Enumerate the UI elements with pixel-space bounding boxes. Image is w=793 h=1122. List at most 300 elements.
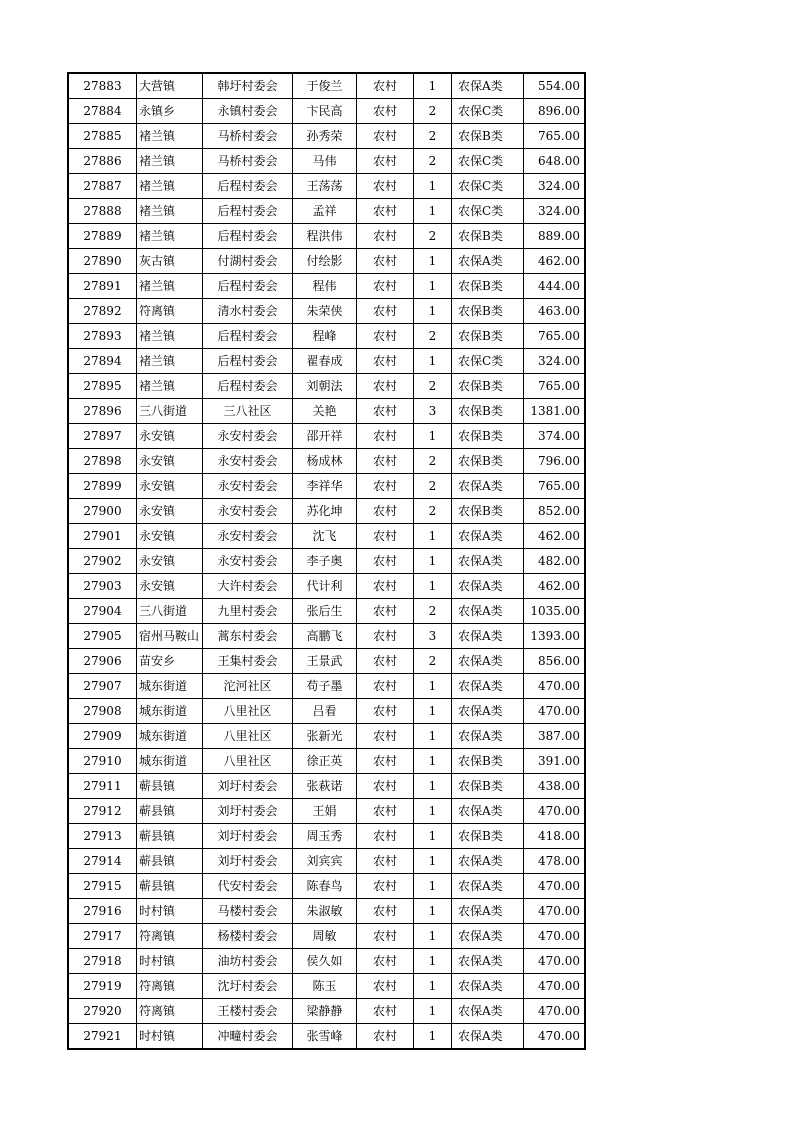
area-type-cell: 农村 bbox=[357, 774, 414, 799]
area-type-cell: 农村 bbox=[357, 649, 414, 674]
insurance-class-cell: 农保A类 bbox=[452, 524, 524, 549]
record-id-cell: 27892 bbox=[68, 299, 137, 324]
area-type-cell: 农村 bbox=[357, 799, 414, 824]
table-row bbox=[68, 774, 585, 799]
town-cell: 永安镇 bbox=[137, 549, 203, 574]
record-id-cell: 27909 bbox=[68, 724, 137, 749]
area-type-cell: 农村 bbox=[357, 974, 414, 999]
area-type-cell: 农村 bbox=[357, 849, 414, 874]
record-id-cell: 27884 bbox=[68, 99, 137, 124]
person-name-cell: 杨成林 bbox=[293, 449, 357, 474]
area-type-cell: 农村 bbox=[357, 224, 414, 249]
person-name-cell: 程峰 bbox=[293, 324, 357, 349]
person-name-cell: 陈春鸟 bbox=[293, 874, 357, 899]
amount-cell: 470.00 bbox=[524, 974, 586, 999]
household-count-cell: 3 bbox=[414, 624, 452, 649]
household-count-cell: 1 bbox=[414, 974, 452, 999]
insurance-class-cell: 农保A类 bbox=[452, 599, 524, 624]
insurance-class-cell: 农保A类 bbox=[452, 73, 524, 99]
village-cell: 清水村委会 bbox=[203, 299, 293, 324]
amount-cell: 387.00 bbox=[524, 724, 586, 749]
person-name-cell: 马伟 bbox=[293, 149, 357, 174]
amount-cell: 765.00 bbox=[524, 124, 586, 149]
table-row bbox=[68, 324, 585, 349]
household-count-cell: 1 bbox=[414, 749, 452, 774]
village-cell: 永镇村委会 bbox=[203, 99, 293, 124]
town-cell: 永安镇 bbox=[137, 449, 203, 474]
table-row bbox=[68, 949, 585, 974]
village-cell: 马桥村委会 bbox=[203, 124, 293, 149]
insurance-class-cell: 农保A类 bbox=[452, 799, 524, 824]
record-id-cell: 27917 bbox=[68, 924, 137, 949]
town-cell: 蕲县镇 bbox=[137, 824, 203, 849]
village-cell: 永安村委会 bbox=[203, 474, 293, 499]
household-count-cell: 1 bbox=[414, 524, 452, 549]
village-cell: 沱河社区 bbox=[203, 674, 293, 699]
town-cell: 三八街道 bbox=[137, 399, 203, 424]
record-id-cell: 27916 bbox=[68, 899, 137, 924]
area-type-cell: 农村 bbox=[357, 999, 414, 1024]
person-name-cell: 翟春成 bbox=[293, 349, 357, 374]
area-type-cell: 农村 bbox=[357, 1024, 414, 1050]
area-type-cell: 农村 bbox=[357, 624, 414, 649]
insurance-class-cell: 农保A类 bbox=[452, 624, 524, 649]
table-row bbox=[68, 474, 585, 499]
record-id-cell: 27900 bbox=[68, 499, 137, 524]
amount-cell: 470.00 bbox=[524, 999, 586, 1024]
person-name-cell: 高鹏飞 bbox=[293, 624, 357, 649]
table-row bbox=[68, 824, 585, 849]
insurance-class-cell: 农保C类 bbox=[452, 199, 524, 224]
amount-cell: 470.00 bbox=[524, 799, 586, 824]
record-id-cell: 27920 bbox=[68, 999, 137, 1024]
insurance-class-cell: 农保A类 bbox=[452, 699, 524, 724]
amount-cell: 462.00 bbox=[524, 249, 586, 274]
household-count-cell: 1 bbox=[414, 824, 452, 849]
town-cell: 蕲县镇 bbox=[137, 799, 203, 824]
household-count-cell: 1 bbox=[414, 349, 452, 374]
household-count-cell: 3 bbox=[414, 399, 452, 424]
person-name-cell: 侯久如 bbox=[293, 949, 357, 974]
village-cell: 永安村委会 bbox=[203, 449, 293, 474]
amount-cell: 463.00 bbox=[524, 299, 586, 324]
table-row bbox=[68, 699, 585, 724]
town-cell: 永安镇 bbox=[137, 524, 203, 549]
person-name-cell: 吕看 bbox=[293, 699, 357, 724]
insurance-class-cell: 农保B类 bbox=[452, 299, 524, 324]
insurance-class-cell: 农保A类 bbox=[452, 649, 524, 674]
household-count-cell: 1 bbox=[414, 1024, 452, 1050]
town-cell: 永安镇 bbox=[137, 574, 203, 599]
amount-cell: 324.00 bbox=[524, 174, 586, 199]
area-type-cell: 农村 bbox=[357, 149, 414, 174]
amount-cell: 896.00 bbox=[524, 99, 586, 124]
records-table-body bbox=[68, 73, 585, 1049]
village-cell: 刘圩村委会 bbox=[203, 774, 293, 799]
table-row bbox=[68, 799, 585, 824]
area-type-cell: 农村 bbox=[357, 399, 414, 424]
town-cell: 大营镇 bbox=[137, 73, 203, 99]
table-row bbox=[68, 274, 585, 299]
area-type-cell: 农村 bbox=[357, 699, 414, 724]
area-type-cell: 农村 bbox=[357, 824, 414, 849]
record-id-cell: 27883 bbox=[68, 73, 137, 99]
village-cell: 永安村委会 bbox=[203, 524, 293, 549]
insurance-class-cell: 农保B类 bbox=[452, 399, 524, 424]
household-count-cell: 2 bbox=[414, 599, 452, 624]
area-type-cell: 农村 bbox=[357, 99, 414, 124]
amount-cell: 462.00 bbox=[524, 574, 586, 599]
table-row bbox=[68, 749, 585, 774]
town-cell: 蕲县镇 bbox=[137, 774, 203, 799]
town-cell: 符离镇 bbox=[137, 924, 203, 949]
amount-cell: 1381.00 bbox=[524, 399, 586, 424]
household-count-cell: 1 bbox=[414, 424, 452, 449]
record-id-cell: 27887 bbox=[68, 174, 137, 199]
table-row bbox=[68, 999, 585, 1024]
town-cell: 城东街道 bbox=[137, 749, 203, 774]
town-cell: 褚兰镇 bbox=[137, 199, 203, 224]
record-id-cell: 27885 bbox=[68, 124, 137, 149]
town-cell: 城东街道 bbox=[137, 724, 203, 749]
insurance-class-cell: 农保A类 bbox=[452, 849, 524, 874]
person-name-cell: 张萩诺 bbox=[293, 774, 357, 799]
record-id-cell: 27889 bbox=[68, 224, 137, 249]
amount-cell: 438.00 bbox=[524, 774, 586, 799]
insurance-class-cell: 农保A类 bbox=[452, 674, 524, 699]
person-name-cell: 孟祥 bbox=[293, 199, 357, 224]
amount-cell: 444.00 bbox=[524, 274, 586, 299]
person-name-cell: 关艳 bbox=[293, 399, 357, 424]
town-cell: 褚兰镇 bbox=[137, 324, 203, 349]
area-type-cell: 农村 bbox=[357, 249, 414, 274]
area-type-cell: 农村 bbox=[357, 574, 414, 599]
village-cell: 后程村委会 bbox=[203, 274, 293, 299]
household-count-cell: 1 bbox=[414, 299, 452, 324]
amount-cell: 1035.00 bbox=[524, 599, 586, 624]
town-cell: 城东街道 bbox=[137, 674, 203, 699]
household-count-cell: 1 bbox=[414, 574, 452, 599]
amount-cell: 852.00 bbox=[524, 499, 586, 524]
person-name-cell: 于俊兰 bbox=[293, 73, 357, 99]
amount-cell: 856.00 bbox=[524, 649, 586, 674]
insurance-class-cell: 农保B类 bbox=[452, 449, 524, 474]
village-cell: 永安村委会 bbox=[203, 499, 293, 524]
household-count-cell: 1 bbox=[414, 924, 452, 949]
household-count-cell: 1 bbox=[414, 724, 452, 749]
record-id-cell: 27888 bbox=[68, 199, 137, 224]
amount-cell: 478.00 bbox=[524, 849, 586, 874]
town-cell: 时村镇 bbox=[137, 1024, 203, 1050]
area-type-cell: 农村 bbox=[357, 199, 414, 224]
area-type-cell: 农村 bbox=[357, 874, 414, 899]
town-cell: 褚兰镇 bbox=[137, 274, 203, 299]
insurance-class-cell: 农保B类 bbox=[452, 224, 524, 249]
village-cell: 永安村委会 bbox=[203, 424, 293, 449]
record-id-cell: 27915 bbox=[68, 874, 137, 899]
household-count-cell: 2 bbox=[414, 474, 452, 499]
record-id-cell: 27914 bbox=[68, 849, 137, 874]
area-type-cell: 农村 bbox=[357, 674, 414, 699]
record-id-cell: 27907 bbox=[68, 674, 137, 699]
village-cell: 王楼村委会 bbox=[203, 999, 293, 1024]
village-cell: 后程村委会 bbox=[203, 324, 293, 349]
household-count-cell: 1 bbox=[414, 774, 452, 799]
town-cell: 永安镇 bbox=[137, 499, 203, 524]
table-row bbox=[68, 549, 585, 574]
record-id-cell: 27901 bbox=[68, 524, 137, 549]
record-id-cell: 27886 bbox=[68, 149, 137, 174]
insurance-class-cell: 农保B类 bbox=[452, 124, 524, 149]
area-type-cell: 农村 bbox=[357, 299, 414, 324]
table-row bbox=[68, 199, 585, 224]
record-id-cell: 27908 bbox=[68, 699, 137, 724]
amount-cell: 470.00 bbox=[524, 899, 586, 924]
town-cell: 苗安乡 bbox=[137, 649, 203, 674]
area-type-cell: 农村 bbox=[357, 499, 414, 524]
person-name-cell: 朱淑敏 bbox=[293, 899, 357, 924]
amount-cell: 391.00 bbox=[524, 749, 586, 774]
village-cell: 韩圩村委会 bbox=[203, 73, 293, 99]
amount-cell: 889.00 bbox=[524, 224, 586, 249]
town-cell: 褚兰镇 bbox=[137, 149, 203, 174]
insurance-class-cell: 农保B类 bbox=[452, 424, 524, 449]
town-cell: 宿州马鞍山 bbox=[137, 624, 203, 649]
table-row bbox=[68, 599, 585, 624]
town-cell: 灰古镇 bbox=[137, 249, 203, 274]
town-cell: 永安镇 bbox=[137, 474, 203, 499]
area-type-cell: 农村 bbox=[357, 949, 414, 974]
household-count-cell: 1 bbox=[414, 699, 452, 724]
person-name-cell: 苟子墨 bbox=[293, 674, 357, 699]
insurance-class-cell: 农保A类 bbox=[452, 874, 524, 899]
town-cell: 褚兰镇 bbox=[137, 374, 203, 399]
household-count-cell: 1 bbox=[414, 799, 452, 824]
village-cell: 后程村委会 bbox=[203, 349, 293, 374]
table-row bbox=[68, 524, 585, 549]
town-cell: 永镇乡 bbox=[137, 99, 203, 124]
insurance-class-cell: 农保C类 bbox=[452, 99, 524, 124]
household-count-cell: 1 bbox=[414, 999, 452, 1024]
insurance-class-cell: 农保A类 bbox=[452, 974, 524, 999]
table-row bbox=[68, 399, 585, 424]
insurance-class-cell: 农保B类 bbox=[452, 749, 524, 774]
table-row bbox=[68, 624, 585, 649]
area-type-cell: 农村 bbox=[357, 349, 414, 374]
area-type-cell: 农村 bbox=[357, 274, 414, 299]
amount-cell: 1393.00 bbox=[524, 624, 586, 649]
insurance-class-cell: 农保C类 bbox=[452, 349, 524, 374]
person-name-cell: 苏化坤 bbox=[293, 499, 357, 524]
household-count-cell: 2 bbox=[414, 449, 452, 474]
village-cell: 付湖村委会 bbox=[203, 249, 293, 274]
village-cell: 马楼村委会 bbox=[203, 899, 293, 924]
table-row bbox=[68, 899, 585, 924]
records-table bbox=[67, 72, 586, 1050]
insurance-class-cell: 农保A类 bbox=[452, 924, 524, 949]
village-cell: 刘圩村委会 bbox=[203, 824, 293, 849]
person-name-cell: 代计利 bbox=[293, 574, 357, 599]
area-type-cell: 农村 bbox=[357, 124, 414, 149]
amount-cell: 324.00 bbox=[524, 349, 586, 374]
household-count-cell: 1 bbox=[414, 249, 452, 274]
town-cell: 符离镇 bbox=[137, 999, 203, 1024]
insurance-class-cell: 农保B类 bbox=[452, 324, 524, 349]
record-id-cell: 27903 bbox=[68, 574, 137, 599]
record-id-cell: 27896 bbox=[68, 399, 137, 424]
household-count-cell: 1 bbox=[414, 674, 452, 699]
village-cell: 永安村委会 bbox=[203, 549, 293, 574]
amount-cell: 470.00 bbox=[524, 924, 586, 949]
person-name-cell: 徐正英 bbox=[293, 749, 357, 774]
record-id-cell: 27905 bbox=[68, 624, 137, 649]
person-name-cell: 付绘影 bbox=[293, 249, 357, 274]
record-id-cell: 27919 bbox=[68, 974, 137, 999]
person-name-cell: 程伟 bbox=[293, 274, 357, 299]
household-count-cell: 1 bbox=[414, 174, 452, 199]
amount-cell: 462.00 bbox=[524, 524, 586, 549]
person-name-cell: 孙秀荣 bbox=[293, 124, 357, 149]
area-type-cell: 农村 bbox=[357, 424, 414, 449]
village-cell: 蒿东村委会 bbox=[203, 624, 293, 649]
person-name-cell: 王景武 bbox=[293, 649, 357, 674]
insurance-class-cell: 农保A类 bbox=[452, 249, 524, 274]
town-cell: 褚兰镇 bbox=[137, 224, 203, 249]
household-count-cell: 1 bbox=[414, 73, 452, 99]
amount-cell: 418.00 bbox=[524, 824, 586, 849]
village-cell: 刘圩村委会 bbox=[203, 849, 293, 874]
table-row bbox=[68, 73, 585, 99]
town-cell: 褚兰镇 bbox=[137, 349, 203, 374]
person-name-cell: 朱荣侠 bbox=[293, 299, 357, 324]
village-cell: 八里社区 bbox=[203, 749, 293, 774]
record-id-cell: 27904 bbox=[68, 599, 137, 624]
town-cell: 褚兰镇 bbox=[137, 124, 203, 149]
record-id-cell: 27912 bbox=[68, 799, 137, 824]
village-cell: 杨楼村委会 bbox=[203, 924, 293, 949]
household-count-cell: 1 bbox=[414, 274, 452, 299]
table-row bbox=[68, 974, 585, 999]
household-count-cell: 2 bbox=[414, 324, 452, 349]
table-row bbox=[68, 249, 585, 274]
insurance-class-cell: 农保B类 bbox=[452, 774, 524, 799]
amount-cell: 324.00 bbox=[524, 199, 586, 224]
table-row bbox=[68, 499, 585, 524]
village-cell: 后程村委会 bbox=[203, 174, 293, 199]
table-row bbox=[68, 299, 585, 324]
amount-cell: 470.00 bbox=[524, 949, 586, 974]
table-row bbox=[68, 724, 585, 749]
table-row bbox=[68, 174, 585, 199]
table-row bbox=[68, 849, 585, 874]
amount-cell: 470.00 bbox=[524, 699, 586, 724]
record-id-cell: 27898 bbox=[68, 449, 137, 474]
amount-cell: 765.00 bbox=[524, 324, 586, 349]
record-id-cell: 27906 bbox=[68, 649, 137, 674]
area-type-cell: 农村 bbox=[357, 549, 414, 574]
area-type-cell: 农村 bbox=[357, 924, 414, 949]
insurance-class-cell: 农保A类 bbox=[452, 1024, 524, 1050]
household-count-cell: 1 bbox=[414, 549, 452, 574]
village-cell: 马桥村委会 bbox=[203, 149, 293, 174]
insurance-class-cell: 农保A类 bbox=[452, 999, 524, 1024]
insurance-class-cell: 农保A类 bbox=[452, 574, 524, 599]
amount-cell: 765.00 bbox=[524, 374, 586, 399]
town-cell: 符离镇 bbox=[137, 974, 203, 999]
amount-cell: 796.00 bbox=[524, 449, 586, 474]
area-type-cell: 农村 bbox=[357, 899, 414, 924]
household-count-cell: 2 bbox=[414, 224, 452, 249]
area-type-cell: 农村 bbox=[357, 599, 414, 624]
table-row bbox=[68, 374, 585, 399]
town-cell: 符离镇 bbox=[137, 299, 203, 324]
village-cell: 冲疃村委会 bbox=[203, 1024, 293, 1050]
table-row bbox=[68, 1024, 585, 1050]
person-name-cell: 邵开祥 bbox=[293, 424, 357, 449]
insurance-class-cell: 农保B类 bbox=[452, 824, 524, 849]
amount-cell: 765.00 bbox=[524, 474, 586, 499]
area-type-cell: 农村 bbox=[357, 749, 414, 774]
record-id-cell: 27894 bbox=[68, 349, 137, 374]
table-row bbox=[68, 449, 585, 474]
village-cell: 油坊村委会 bbox=[203, 949, 293, 974]
record-id-cell: 27890 bbox=[68, 249, 137, 274]
amount-cell: 648.00 bbox=[524, 149, 586, 174]
record-id-cell: 27913 bbox=[68, 824, 137, 849]
record-id-cell: 27895 bbox=[68, 374, 137, 399]
village-cell: 后程村委会 bbox=[203, 224, 293, 249]
area-type-cell: 农村 bbox=[357, 524, 414, 549]
table-row bbox=[68, 874, 585, 899]
area-type-cell: 农村 bbox=[357, 324, 414, 349]
village-cell: 大许村委会 bbox=[203, 574, 293, 599]
person-name-cell: 卞民高 bbox=[293, 99, 357, 124]
area-type-cell: 农村 bbox=[357, 724, 414, 749]
household-count-cell: 1 bbox=[414, 874, 452, 899]
table-row bbox=[68, 574, 585, 599]
amount-cell: 554.00 bbox=[524, 73, 586, 99]
area-type-cell: 农村 bbox=[357, 449, 414, 474]
household-count-cell: 2 bbox=[414, 149, 452, 174]
village-cell: 王集村委会 bbox=[203, 649, 293, 674]
table-row bbox=[68, 99, 585, 124]
person-name-cell: 王娟 bbox=[293, 799, 357, 824]
table-row bbox=[68, 674, 585, 699]
household-count-cell: 2 bbox=[414, 374, 452, 399]
insurance-class-cell: 农保B类 bbox=[452, 274, 524, 299]
village-cell: 代安村委会 bbox=[203, 874, 293, 899]
insurance-class-cell: 农保A类 bbox=[452, 724, 524, 749]
area-type-cell: 农村 bbox=[357, 174, 414, 199]
person-name-cell: 李祥华 bbox=[293, 474, 357, 499]
person-name-cell: 刘宾宾 bbox=[293, 849, 357, 874]
insurance-class-cell: 农保A类 bbox=[452, 899, 524, 924]
insurance-class-cell: 农保B类 bbox=[452, 374, 524, 399]
table-row bbox=[68, 349, 585, 374]
record-id-cell: 27891 bbox=[68, 274, 137, 299]
area-type-cell: 农村 bbox=[357, 374, 414, 399]
table-row bbox=[68, 149, 585, 174]
town-cell: 三八街道 bbox=[137, 599, 203, 624]
person-name-cell: 张后生 bbox=[293, 599, 357, 624]
household-count-cell: 2 bbox=[414, 99, 452, 124]
area-type-cell: 农村 bbox=[357, 73, 414, 99]
village-cell: 九里村委会 bbox=[203, 599, 293, 624]
village-cell: 八里社区 bbox=[203, 699, 293, 724]
insurance-class-cell: 农保A类 bbox=[452, 949, 524, 974]
household-count-cell: 2 bbox=[414, 499, 452, 524]
record-id-cell: 27910 bbox=[68, 749, 137, 774]
